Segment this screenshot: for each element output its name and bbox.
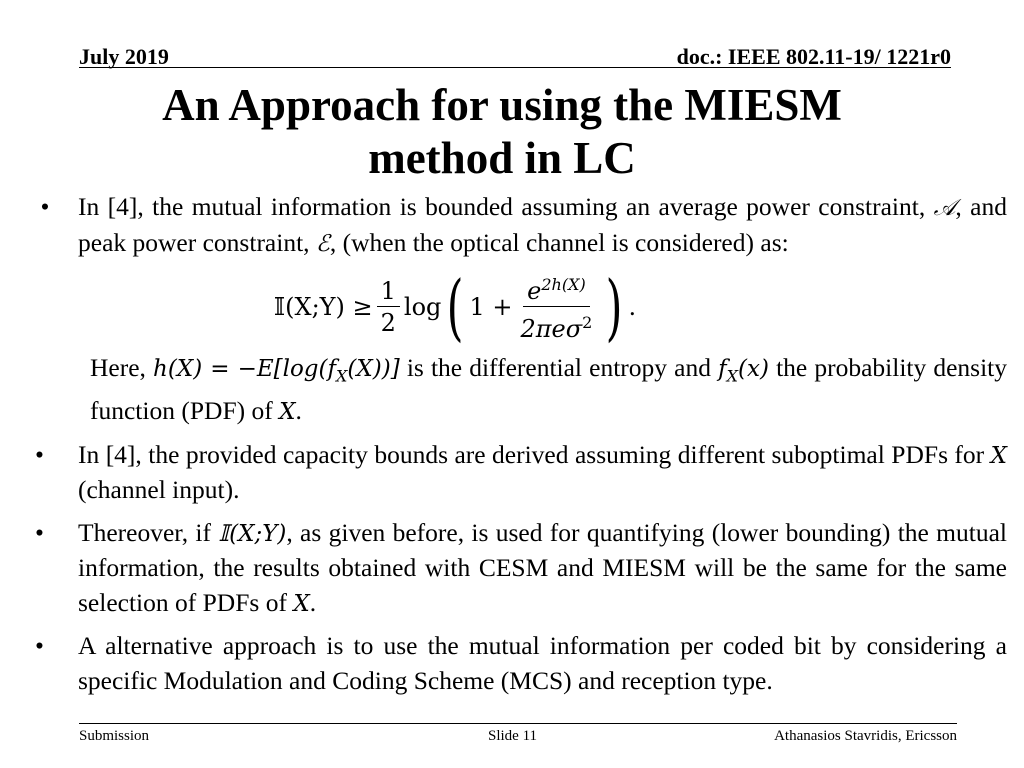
bullet-dot-icon: • (40, 192, 50, 221)
bullet-2-text-b: (channel input). (78, 475, 240, 505)
bullet-3-text-c: . (309, 587, 317, 617)
bullet-3-text-b: , as given before, is used for quantifying (lower bounding) the mutual information, the results obtained with CESM and MIESM will be the same for the same selection of PDFs of (78, 517, 1008, 617)
bullet-dot-icon: • (35, 439, 44, 469)
symbol-peak-power: ℰ (315, 230, 330, 257)
here-mid-text: is the differential entropy and (406, 353, 711, 382)
right-paren-icon: ) (605, 265, 623, 349)
formula-log: log (403, 292, 442, 321)
formula-lhs: 𝕀(X;Y) ≥ (273, 292, 373, 321)
half-denominator: 2 (380, 308, 396, 337)
footer-submission: Submission (79, 728, 150, 744)
bullet-item-1 (35, 190, 1007, 261)
den-text: 2πeσ (520, 314, 583, 343)
header-divider (79, 67, 951, 68)
main-numerator (523, 270, 590, 307)
entropy-def-text: h(X) = −E[log(f (153, 356, 337, 382)
bullet-dot-icon: • (35, 517, 44, 547)
here-end-text: the probability density function (PDF) of (90, 353, 1008, 426)
header-date: July 2019 (79, 44, 169, 69)
title-line-1: An Approach for using the MIESM (162, 80, 842, 130)
here-label: Here, (90, 353, 146, 382)
bullet-dot-icon: • (35, 631, 44, 661)
half-numerator: 1 (377, 276, 400, 307)
bullet-2-symbol: X (990, 442, 1007, 469)
here-symbol-x: X (279, 399, 296, 426)
pdf-arg: (x) (738, 356, 769, 382)
formula-half-fraction (377, 276, 400, 339)
formula-one-plus: 1 + (469, 292, 513, 321)
here-period: . (295, 396, 302, 426)
formula-main-fraction (517, 270, 597, 345)
bullet-3-text-a: Thereover, if (78, 517, 212, 547)
entropy-end: (X))] (347, 356, 400, 382)
bullet-4-text: A alternative approach is to use the mutual information per coded bit by considering a specific Modulation and Coding Scheme (MCS) and reception type. (78, 631, 1007, 695)
title-line-2: method in LC (368, 133, 636, 183)
pdf-sub: X (726, 366, 739, 386)
bullet-3-symbol: 𝕀(X;Y) (218, 520, 287, 547)
entropy-definition (153, 356, 400, 386)
pdf-symbol (718, 356, 769, 386)
left-paren-icon: ( (447, 265, 464, 349)
slide-body (35, 190, 1007, 706)
here-paragraph (35, 351, 1007, 430)
footer-divider (79, 723, 957, 724)
den-power: 2 (582, 312, 593, 332)
bullet-item-3 (35, 516, 1007, 622)
slide-title (0, 79, 1004, 185)
bullet-item-4 (35, 629, 1007, 698)
bullet-1-text-b: , and peak power constraint, (78, 192, 1007, 257)
symbol-average-power: 𝒜 (933, 195, 956, 221)
bullet-3-symbol-2: X (293, 590, 310, 617)
footer-author: Athanasios Stavridis, Ericsson (774, 728, 957, 744)
formula-end: . (628, 292, 637, 321)
bullet-2-text-a: In [4], the provided capacity bounds are derived assuming different suboptimal PDFs for (78, 439, 985, 469)
main-denominator (517, 307, 597, 345)
header-doc-id: doc.: IEEE 802.11-19/ 1221r0 (676, 44, 951, 69)
exp-base: e (527, 276, 542, 305)
entropy-sub: X (336, 366, 348, 386)
bullet-1-text-c: , (when the optical channel is considered) as: (329, 227, 789, 257)
bullet-item-2 (35, 438, 1007, 508)
pdf-f: f (718, 356, 727, 382)
mutual-information-bound-formula (255, 265, 655, 349)
footer-slide-number: Slide 11 (488, 728, 538, 744)
bullet-1-text-a: In [4], the mutual information is bounded assuming an average power constraint, (78, 192, 926, 221)
exp-power: 2h(X) (541, 274, 586, 294)
